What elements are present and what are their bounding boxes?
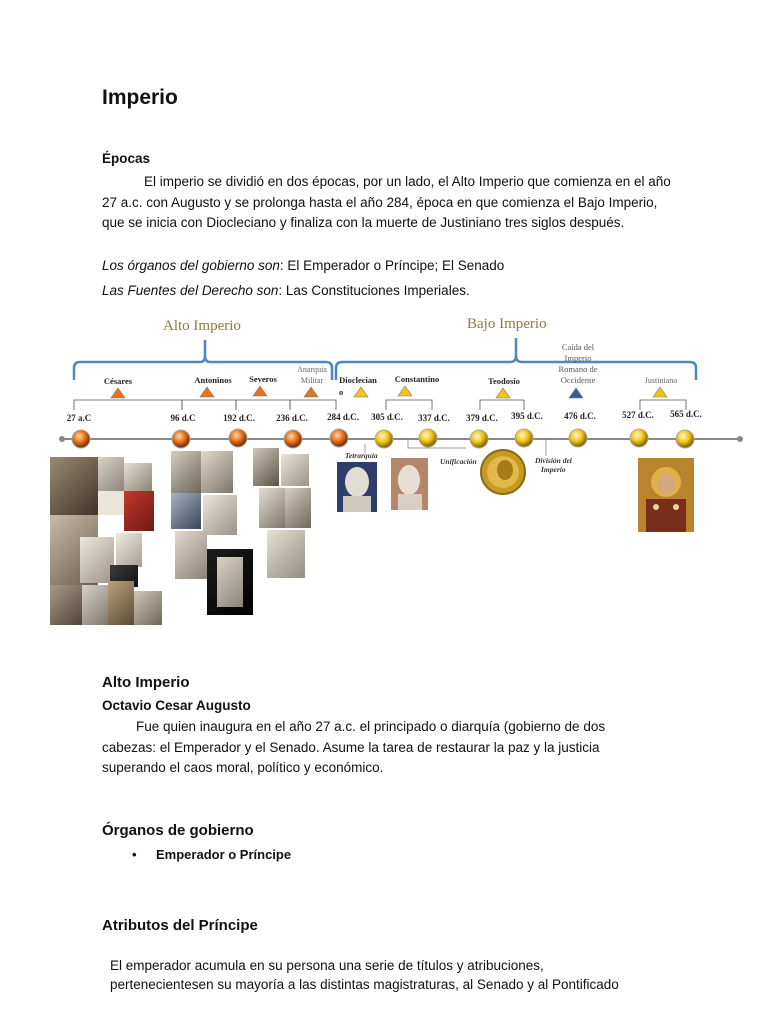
organos-bullet-1 <box>132 847 291 862</box>
bullet-dot: • <box>132 847 137 862</box>
date-2: 192 d.C. <box>223 413 255 423</box>
marker-teodosio <box>496 388 510 398</box>
marker-anarquia <box>304 387 318 397</box>
date-11: 565 d.C. <box>670 409 702 419</box>
cesares-collage <box>50 457 164 625</box>
dynasty-anarquia: Anarquía <box>297 365 327 374</box>
fuentes-value: : Las Constituciones Imperiales. <box>278 283 470 298</box>
organos-value: : El Emperador o Príncipe; El Senado <box>279 258 505 273</box>
caida-line-2: Imperio <box>564 353 592 363</box>
period-bracket-cesares <box>74 400 182 410</box>
alto-imperio-heading: Alto Imperio <box>102 674 190 691</box>
severos-collage <box>253 448 313 580</box>
augusto-text: Fue quien inaugura en el año 27 a.c. el principado o diarquía (gobierno de dos cabezas: el Emperador y el Senado. Asume la tarea de restaurar la paz y la justicia superando el caos moral, político y económico. <box>102 719 606 775</box>
dynasty-diocleciano: Dioclecian <box>339 375 377 385</box>
atributos-line-1: El emperador acumula en su persona una serie de títulos y atribuciones, <box>110 958 544 973</box>
note-division-2: Imperio <box>541 465 566 474</box>
period-bracket-teodosio <box>480 400 524 410</box>
organos-label: Los órganos del gobierno son <box>102 258 280 273</box>
portrait-tetrarquia <box>337 462 377 512</box>
augusto-paragraph <box>102 717 647 779</box>
page-title: Imperio <box>102 86 178 109</box>
bajo-imperio-label: Bajo Imperio <box>467 316 547 332</box>
marker-constantino <box>398 386 412 396</box>
timeline-dot-476 <box>569 429 587 447</box>
timeline-dot-192 <box>229 429 247 447</box>
bajo-imperio-bracket <box>336 338 696 380</box>
date-10: 527 d.C. <box>622 410 654 420</box>
atributos-heading: Atributos del Príncipe <box>102 917 258 934</box>
marker-justiniano <box>653 387 667 397</box>
dynasty-militar: Militar <box>300 376 324 385</box>
caida-line-3: Romano de <box>558 364 598 374</box>
organos-line <box>102 258 504 273</box>
timeline-dot-284 <box>330 429 348 447</box>
organos-bullet-text: Emperador o Príncipe <box>156 847 292 862</box>
atributos-line-2: pertenecientesen su mayoría a las distintas magistraturas, al Senado y al Pontificado <box>110 977 619 992</box>
period-bracket-antoninos <box>182 400 236 410</box>
axis-start-dot <box>59 436 65 442</box>
antoninos-collage <box>171 451 255 615</box>
note-unificacion: Unificación <box>440 457 477 466</box>
dynasty-cesares: Césares <box>103 376 133 386</box>
dynasty-teodosio: Teodosio <box>488 376 520 386</box>
timeline-dot-379 <box>470 430 488 448</box>
dynasty-antoninos: Antoninos <box>194 375 232 385</box>
date-5: 305 d.C. <box>371 412 403 422</box>
marker-severos <box>253 386 267 396</box>
marker-cesares <box>111 388 125 398</box>
marker-caida <box>569 388 583 398</box>
marker-antoninos <box>200 387 214 397</box>
period-bracket-anarquia <box>290 400 336 410</box>
dynasty-justiniano: Justiniano <box>644 376 678 385</box>
timeline-dot-527 <box>630 429 648 447</box>
date-6: 337 d.C. <box>418 413 450 423</box>
dynasty-severos: Severos <box>249 374 277 384</box>
timeline-dot-27ac <box>72 430 90 448</box>
dynasty-diocleciano-2: o <box>339 387 344 397</box>
caida-line-4: Occidente <box>560 375 596 385</box>
timeline-dot-96 <box>172 430 190 448</box>
timeline-dot-565 <box>676 430 694 448</box>
augusto-subheading: Octavio Cesar Augusto <box>102 698 251 713</box>
portrait-constantino <box>391 458 428 510</box>
timeline-dot-305 <box>375 430 393 448</box>
dynasty-constantino: Constantino <box>394 374 440 384</box>
epocas-paragraph <box>102 172 682 234</box>
date-1: 96 d.C <box>170 413 196 423</box>
alto-imperio-bracket <box>74 340 332 380</box>
note-tetrarquia: Tetrarquía <box>345 451 378 460</box>
timeline-dot-395 <box>515 429 533 447</box>
marker-diocleciano <box>354 387 368 397</box>
fuentes-label: Las Fuentes del Derecho son <box>102 283 279 298</box>
date-0: 27 a.C <box>66 413 92 423</box>
organos-heading: Órganos de gobierno <box>102 822 254 839</box>
period-bracket-severos <box>236 400 290 410</box>
date-9: 476 d.C. <box>564 411 596 421</box>
date-7: 379 d.C. <box>466 413 498 423</box>
portrait-justiniano <box>638 458 694 532</box>
caida-line-1: Caída del <box>561 342 595 352</box>
alto-imperio-label: Alto Imperio <box>163 318 241 334</box>
date-4: 284 d.C. <box>327 412 359 422</box>
note-division-1: División del <box>535 456 572 465</box>
timeline-dot-236 <box>284 430 302 448</box>
period-bracket-constantino <box>386 400 432 410</box>
axis-end-dot <box>737 436 743 442</box>
timeline-dot-337 <box>419 429 437 447</box>
epocas-text: El imperio se dividió en dos épocas, por un lado, el Alto Imperio que comienza en el año 27 a.c. con Augusto y se prolonga hasta el año 284, época en que comienza el Bajo Imperio, que se inicia con Diocleciano y finaliza con la muerte de Justiniano tres siglos después. <box>102 174 671 230</box>
fuentes-line <box>102 283 470 298</box>
date-3: 236 d.C. <box>276 413 308 423</box>
epocas-heading: Épocas <box>102 151 151 166</box>
teodosio-coin <box>478 450 528 495</box>
date-8: 395 d.C. <box>511 411 543 421</box>
